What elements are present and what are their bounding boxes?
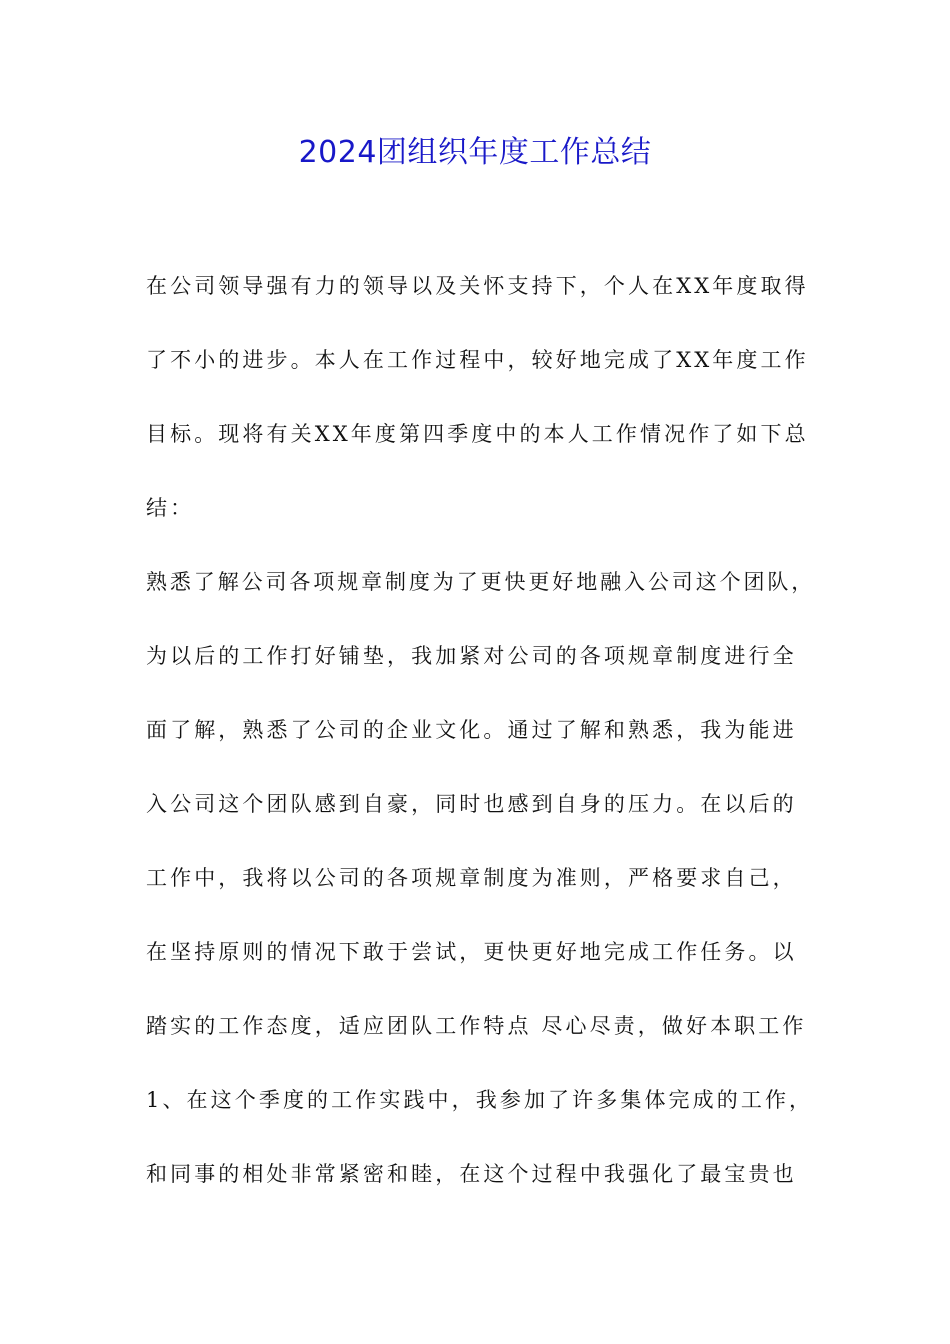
body-line: 工作中，我将以公司的各项规章制度为准则，严格要求自己， (146, 866, 797, 890)
body-line: 目标。现将有关XX年度第四季度中的本人工作情况作了如下总 (146, 422, 809, 446)
body-line: 入公司这个团队感到自豪，同时也感到自身的压力。在以后的 (146, 792, 797, 816)
body-line: 了不小的进步。本人在工作过程中，较好地完成了XX年度工作 (146, 348, 809, 372)
body-line: 结： (146, 496, 195, 520)
body-line: 踏实的工作态度，适应团队工作特点 尽心尽责，做好本职工作 (146, 1014, 807, 1038)
document-body (146, 262, 816, 1224)
body-line: 为以后的工作打好铺垫，我加紧对公司的各项规章制度进行全 (146, 644, 797, 668)
body-line: 和同事的相处非常紧密和睦，在这个过程中我强化了最宝贵也 (146, 1162, 797, 1186)
body-line: 1、在这个季度的工作实践中，我参加了许多集体完成的工作， (146, 1088, 814, 1112)
body-line: 面了解，熟悉了公司的企业文化。通过了解和熟悉，我为能进 (146, 718, 797, 742)
body-line: 在坚持原则的情况下敢于尝试，更快更好地完成工作任务。以 (146, 940, 797, 964)
body-line: 熟悉了解公司各项规章制度为了更快更好地融入公司这个团队， (146, 570, 816, 594)
document-title: 2024团组织年度工作总结 (298, 135, 652, 170)
body-line: 在公司领导强有力的领导以及关怀支持下，个人在XX年度取得 (146, 274, 809, 298)
